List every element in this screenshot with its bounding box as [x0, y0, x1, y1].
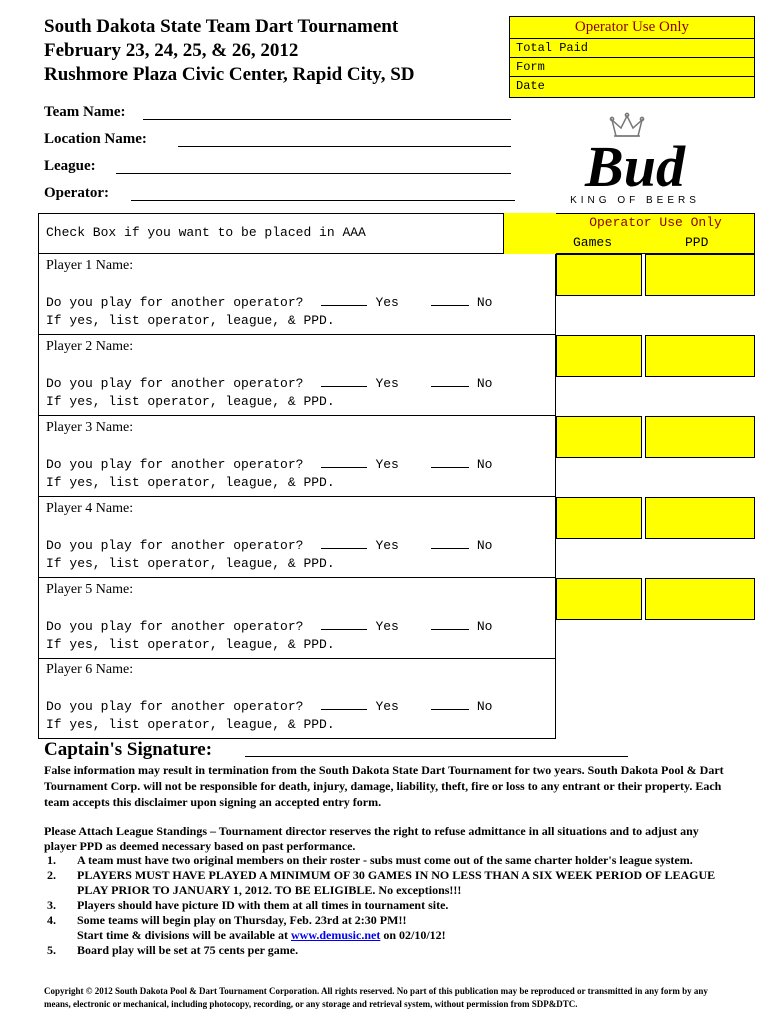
disclaimer-text: False information may result in termination from the South Dakota State Dart Tournament for two years. South Dakota Pool & Dart Tournament Corp. will not be responsible for death, injury, damage, liability, theft, fire or loss to any entrant or their property. Each team accepts this disclaimer upon signing an accepted entry form.: [44, 763, 724, 809]
question-text: Do you play for another operator?: [46, 376, 304, 391]
location-name-field[interactable]: [178, 146, 511, 147]
rule-number: 1.: [47, 853, 56, 867]
player-4-question: [46, 537, 492, 553]
player-5-ppd-cell[interactable]: [645, 578, 755, 620]
no-label: No: [476, 538, 493, 553]
rule-text: Board play will be set at 75 cents per game.: [77, 943, 299, 957]
player-5-yes-blank[interactable]: [321, 618, 367, 630]
player-5-games-cell[interactable]: [556, 578, 642, 620]
rules-list: [44, 853, 744, 958]
player-1-no-blank[interactable]: [431, 294, 469, 306]
operator-date[interactable]: Date: [516, 79, 545, 93]
player-1-name-label: Player 1 Name:: [46, 258, 134, 273]
player-5-no-blank[interactable]: [431, 618, 469, 630]
title-line-1: South Dakota State Team Dart Tournament: [44, 16, 399, 37]
player-2-games-cell[interactable]: [556, 335, 642, 377]
player-4-no-blank[interactable]: [431, 537, 469, 549]
rule-item: [44, 913, 744, 943]
location-name-label: Location Name:: [44, 131, 147, 147]
player-3-games-cell[interactable]: [556, 416, 642, 458]
rule-number: 4.: [47, 913, 56, 927]
player-5-question: [46, 618, 492, 634]
title-line-2: February 23, 24, 25, & 26, 2012: [44, 40, 299, 61]
yes-label: Yes: [375, 295, 399, 310]
rule-text: Players should have picture ID with them at all times in tournament site.: [77, 898, 449, 912]
demusic-link[interactable]: www.demusic.net: [291, 928, 381, 942]
rule-text: Some teams will begin play on Thursday, Feb. 23rd at 2:30 PM!!: [77, 913, 407, 927]
player-1-list-line: If yes, list operator, league, & PPD.: [46, 313, 335, 328]
operator-field[interactable]: [131, 200, 515, 201]
question-text: Do you play for another operator?: [46, 295, 304, 310]
yes-label: Yes: [375, 457, 399, 472]
player-2-no-blank[interactable]: [431, 375, 469, 387]
player-3-list-line: If yes, list operator, league, & PPD.: [46, 475, 335, 490]
yes-label: Yes: [375, 376, 399, 391]
rule-number: 3.: [47, 898, 56, 912]
operator-total-paid[interactable]: Total Paid: [510, 39, 754, 58]
copyright-text: Copyright © 2012 South Dakota Pool & Dart Tournament Corporation. All rights reserved. No part of this publication may be reproduced or transmitted in any form by any means, electronic or mechanical, including photocopy, recording, or any storage and retrieval system, without permission from SDP&DTC.: [44, 986, 708, 1009]
player-2-ppd-cell[interactable]: [645, 335, 755, 377]
rule-item: [44, 853, 744, 868]
yes-label: Yes: [375, 538, 399, 553]
operator-use-box: [509, 16, 755, 98]
player-3-question: [46, 456, 492, 472]
captain-signature-label: Captain's Signature:: [44, 739, 213, 760]
no-label: No: [476, 699, 493, 714]
no-label: No: [476, 457, 493, 472]
no-label: No: [476, 376, 493, 391]
player-2-list-line: If yes, list operator, league, & PPD.: [46, 394, 335, 409]
no-label: No: [476, 295, 493, 310]
player-4-yes-blank[interactable]: [321, 537, 367, 549]
operator-label: Operator:: [44, 185, 109, 201]
league-label: League:: [44, 158, 96, 174]
question-text: Do you play for another operator?: [46, 457, 304, 472]
player-6-list-line: If yes, list operator, league, & PPD.: [46, 717, 335, 732]
player-2-question: [46, 375, 492, 391]
player-4-list-line: If yes, list operator, league, & PPD.: [46, 556, 335, 571]
player-3-name-label: Player 3 Name:: [46, 420, 134, 435]
question-text: Do you play for another operator?: [46, 619, 304, 634]
operator-form[interactable]: Form: [510, 58, 754, 77]
player-4-games-cell[interactable]: [556, 497, 642, 539]
team-name-field[interactable]: [143, 119, 511, 120]
player-1-ppd-cell[interactable]: [645, 254, 755, 296]
rule-number: 5.: [47, 943, 56, 957]
captain-signature-field[interactable]: [245, 756, 628, 757]
player-6-yes-blank[interactable]: [321, 698, 367, 710]
rule-item: [44, 868, 744, 898]
question-text: Do you play for another operator?: [46, 699, 304, 714]
bud-logo: [550, 110, 720, 205]
aaa-checkbox[interactable]: [503, 213, 556, 254]
player-4-name-label: Player 4 Name:: [46, 501, 134, 516]
title-line-3: Rushmore Plaza Civic Center, Rapid City, SD: [44, 64, 415, 85]
question-text: Do you play for another operator?: [46, 538, 304, 553]
operator-side-header: [556, 213, 755, 254]
yes-label: Yes: [375, 619, 399, 634]
rule-4-date: on 02/10/12!: [380, 928, 446, 942]
rule-text: PLAYERS MUST HAVE PLAYED A MINIMUM OF 30 GAMES IN NO LESS THAN A SIX WEEK PERIOD OF LEAGUE PLAY PRIOR TO JANUARY 1, 2012. TO BE ELIGIBLE. No exceptions!!!: [77, 868, 716, 897]
player-3-ppd-cell[interactable]: [645, 416, 755, 458]
games-column-header: Games: [573, 235, 613, 250]
player-6-no-blank[interactable]: [431, 698, 469, 710]
rule-number: 2.: [47, 868, 56, 882]
team-name-label: Team Name:: [44, 104, 126, 120]
rule-item: [44, 898, 744, 913]
attach-standings-text: Please Attach League Standings – Tournament director reserves the right to refuse admittance in all situations and to adjust any player PPD as deemed necessary based on past performance.: [44, 824, 699, 853]
operator-side-title: Operator Use Only: [589, 215, 722, 230]
player-5-name-label: Player 5 Name:: [46, 582, 134, 597]
logo-tagline: KING OF BEERS: [570, 195, 700, 205]
rule-text: A team must have two original members on their roster - subs must come out of the same charter holder's league system.: [77, 853, 693, 867]
player-1-question: [46, 294, 492, 310]
player-2-name-label: Player 2 Name:: [46, 339, 134, 354]
player-4-ppd-cell[interactable]: [645, 497, 755, 539]
logo-brand: Bud: [585, 134, 685, 199]
player-1-games-cell[interactable]: [556, 254, 642, 296]
rule-item: [44, 943, 744, 958]
player-1-yes-blank[interactable]: [321, 294, 367, 306]
operator-use-title: Operator Use Only: [510, 17, 754, 39]
player-3-yes-blank[interactable]: [321, 456, 367, 468]
player-6-name-label: Player 6 Name:: [46, 662, 134, 677]
ppd-column-header: PPD: [685, 235, 709, 250]
aaa-label: Check Box if you want to be placed in AAA: [46, 225, 366, 240]
rule-4-start-time: Start time & divisions will be available at: [77, 928, 291, 942]
yes-label: Yes: [375, 699, 399, 714]
player-2-yes-blank[interactable]: [321, 375, 367, 387]
no-label: No: [476, 619, 493, 634]
crown-icon: [550, 110, 720, 205]
player-3-no-blank[interactable]: [431, 456, 469, 468]
player-6-question: [46, 698, 492, 714]
player-5-list-line: If yes, list operator, league, & PPD.: [46, 637, 335, 652]
league-field[interactable]: [116, 173, 511, 174]
